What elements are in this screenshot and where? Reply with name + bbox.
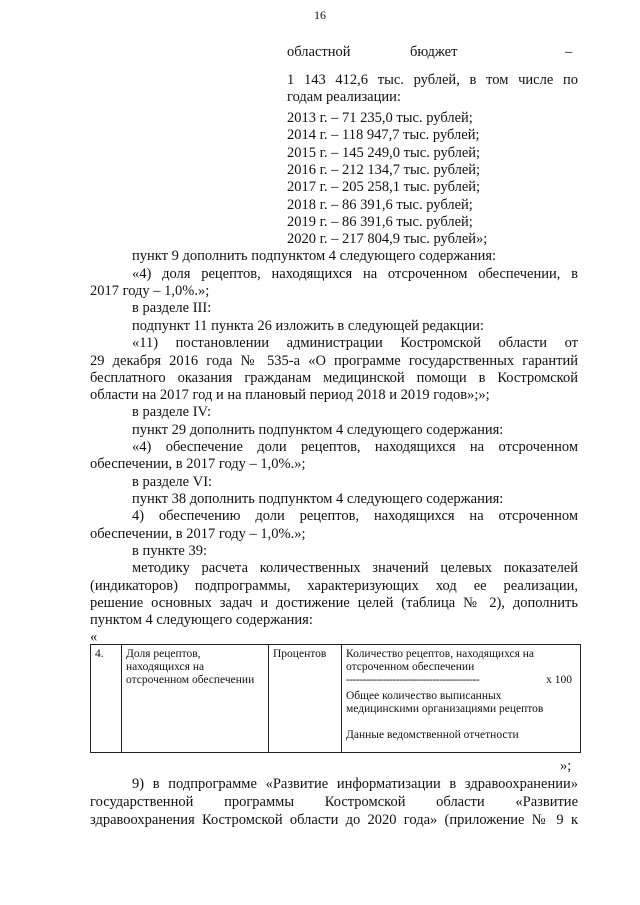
budget-year: 2013 г. – 71 235,0 тыс. рублей; (287, 110, 473, 126)
budget-year: 2020 г. – 217 804,9 тыс. рублей»; (287, 231, 488, 247)
budget-line-1a: областной (287, 44, 351, 60)
table-row (91, 645, 581, 753)
paragraph-line: 9) в подпрограмме «Развитие информатизации в здравоохранении» (132, 776, 578, 792)
paragraph-line: обеспечении, в 2017 году – 1,0%.»; (90, 456, 306, 472)
paragraph-line: здравоохранения Костромской области до 2020 года» (приложение № 9 к (90, 812, 578, 828)
budget-year: 2014 г. – 118 947,7 тыс. рублей; (287, 127, 480, 143)
budget-year: 2019 г. – 86 391,6 тыс. рублей; (287, 214, 473, 230)
formula-multiplier: х 100 (546, 674, 572, 686)
paragraph-line: (индикаторов) подпрограммы, характеризующих ход ее реализации, (90, 578, 578, 594)
paragraph-line: области на 2017 год и на плановый период 2018 и 2019 годов»;»; (90, 387, 490, 403)
paragraph-line: государственной программы Костромской области «Развитие (90, 794, 578, 810)
paragraph-line: в пункте 39: (132, 543, 208, 559)
close-quote: »; (560, 758, 572, 774)
paragraph-line: обеспечении, в 2017 году – 1,0%.»; (90, 526, 306, 542)
paragraph-line: бесплатного оказания гражданам медицинской помощи в Костромской (90, 370, 578, 386)
formula-fraction-line (346, 674, 576, 687)
paragraph-line: «4) обеспечение доли рецептов, находящихся на отсроченном (132, 439, 578, 455)
table-cell-indicator: Доля рецептов, находящихся на отсроченном обеспечении (122, 645, 269, 753)
paragraph-line: методику расчета количественных значений целевых показателей (132, 560, 578, 576)
paragraph-line: «11) постановлении администрации Костромской области от (132, 335, 578, 351)
indicator-table (90, 644, 581, 753)
table-cell-unit: Процентов (269, 645, 342, 753)
page-number: 16 (314, 8, 326, 22)
paragraph-line: в разделе III: (132, 300, 212, 316)
paragraph-line: 4) обеспечению доли рецептов, находящихся на отсроченном (132, 508, 578, 524)
budget-line-2: 1 143 412,6 тыс. рублей, в том числе по (287, 72, 578, 88)
paragraph-line: пункт 29 дополнить подпунктом 4 следующего содержания: (132, 422, 504, 438)
paragraph-line: 29 декабря 2016 года № 535-а «О программе государственных гарантий (90, 353, 578, 369)
paragraph-line: 2017 году – 1,0%.»; (90, 283, 210, 299)
budget-year: 2017 г. – 205 258,1 тыс. рублей; (287, 179, 481, 195)
budget-line-3: годам реализации: (287, 89, 401, 105)
table-cell-formula (342, 645, 581, 753)
paragraph-line: пункт 9 дополнить подпунктом 4 следующего содержания: (132, 248, 497, 264)
paragraph-line: «4) доля рецептов, находящихся на отсроченном обеспечении, в (132, 266, 578, 282)
formula-denominator: Общее количество выписанных медицинскими организациями рецептов (346, 690, 544, 715)
budget-year: 2016 г. – 212 134,7 тыс. рублей; (287, 162, 481, 178)
paragraph-line: пункт 38 дополнить подпунктом 4 следующего содержания: (132, 491, 504, 507)
paragraph-line: подпункт 11 пункта 26 изложить в следующей редакции: (132, 318, 484, 334)
open-quote: « (90, 629, 98, 645)
paragraph-line: решение основных задач и достижение целей (таблица № 2), дополнить (90, 595, 578, 611)
formula-numerator: Количество рецептов, находящихся на отсроченном обеспечении (346, 648, 535, 673)
paragraph-line: пунктом 4 следующего содержания: (90, 612, 313, 628)
paragraph-line: в разделе VI: (132, 474, 213, 490)
fraction-dashes: ---------------------------------------- (346, 674, 480, 686)
table-cell-number: 4. (91, 645, 122, 753)
budget-line-1b: бюджет (410, 44, 458, 60)
budget-year: 2018 г. – 86 391,6 тыс. рублей; (287, 197, 473, 213)
data-source: Данные ведомственной отчетности (346, 729, 519, 741)
budget-line-1c: – (565, 44, 573, 60)
paragraph-line: в разделе IV: (132, 404, 211, 420)
budget-year: 2015 г. – 145 249,0 тыс. рублей; (287, 145, 481, 161)
